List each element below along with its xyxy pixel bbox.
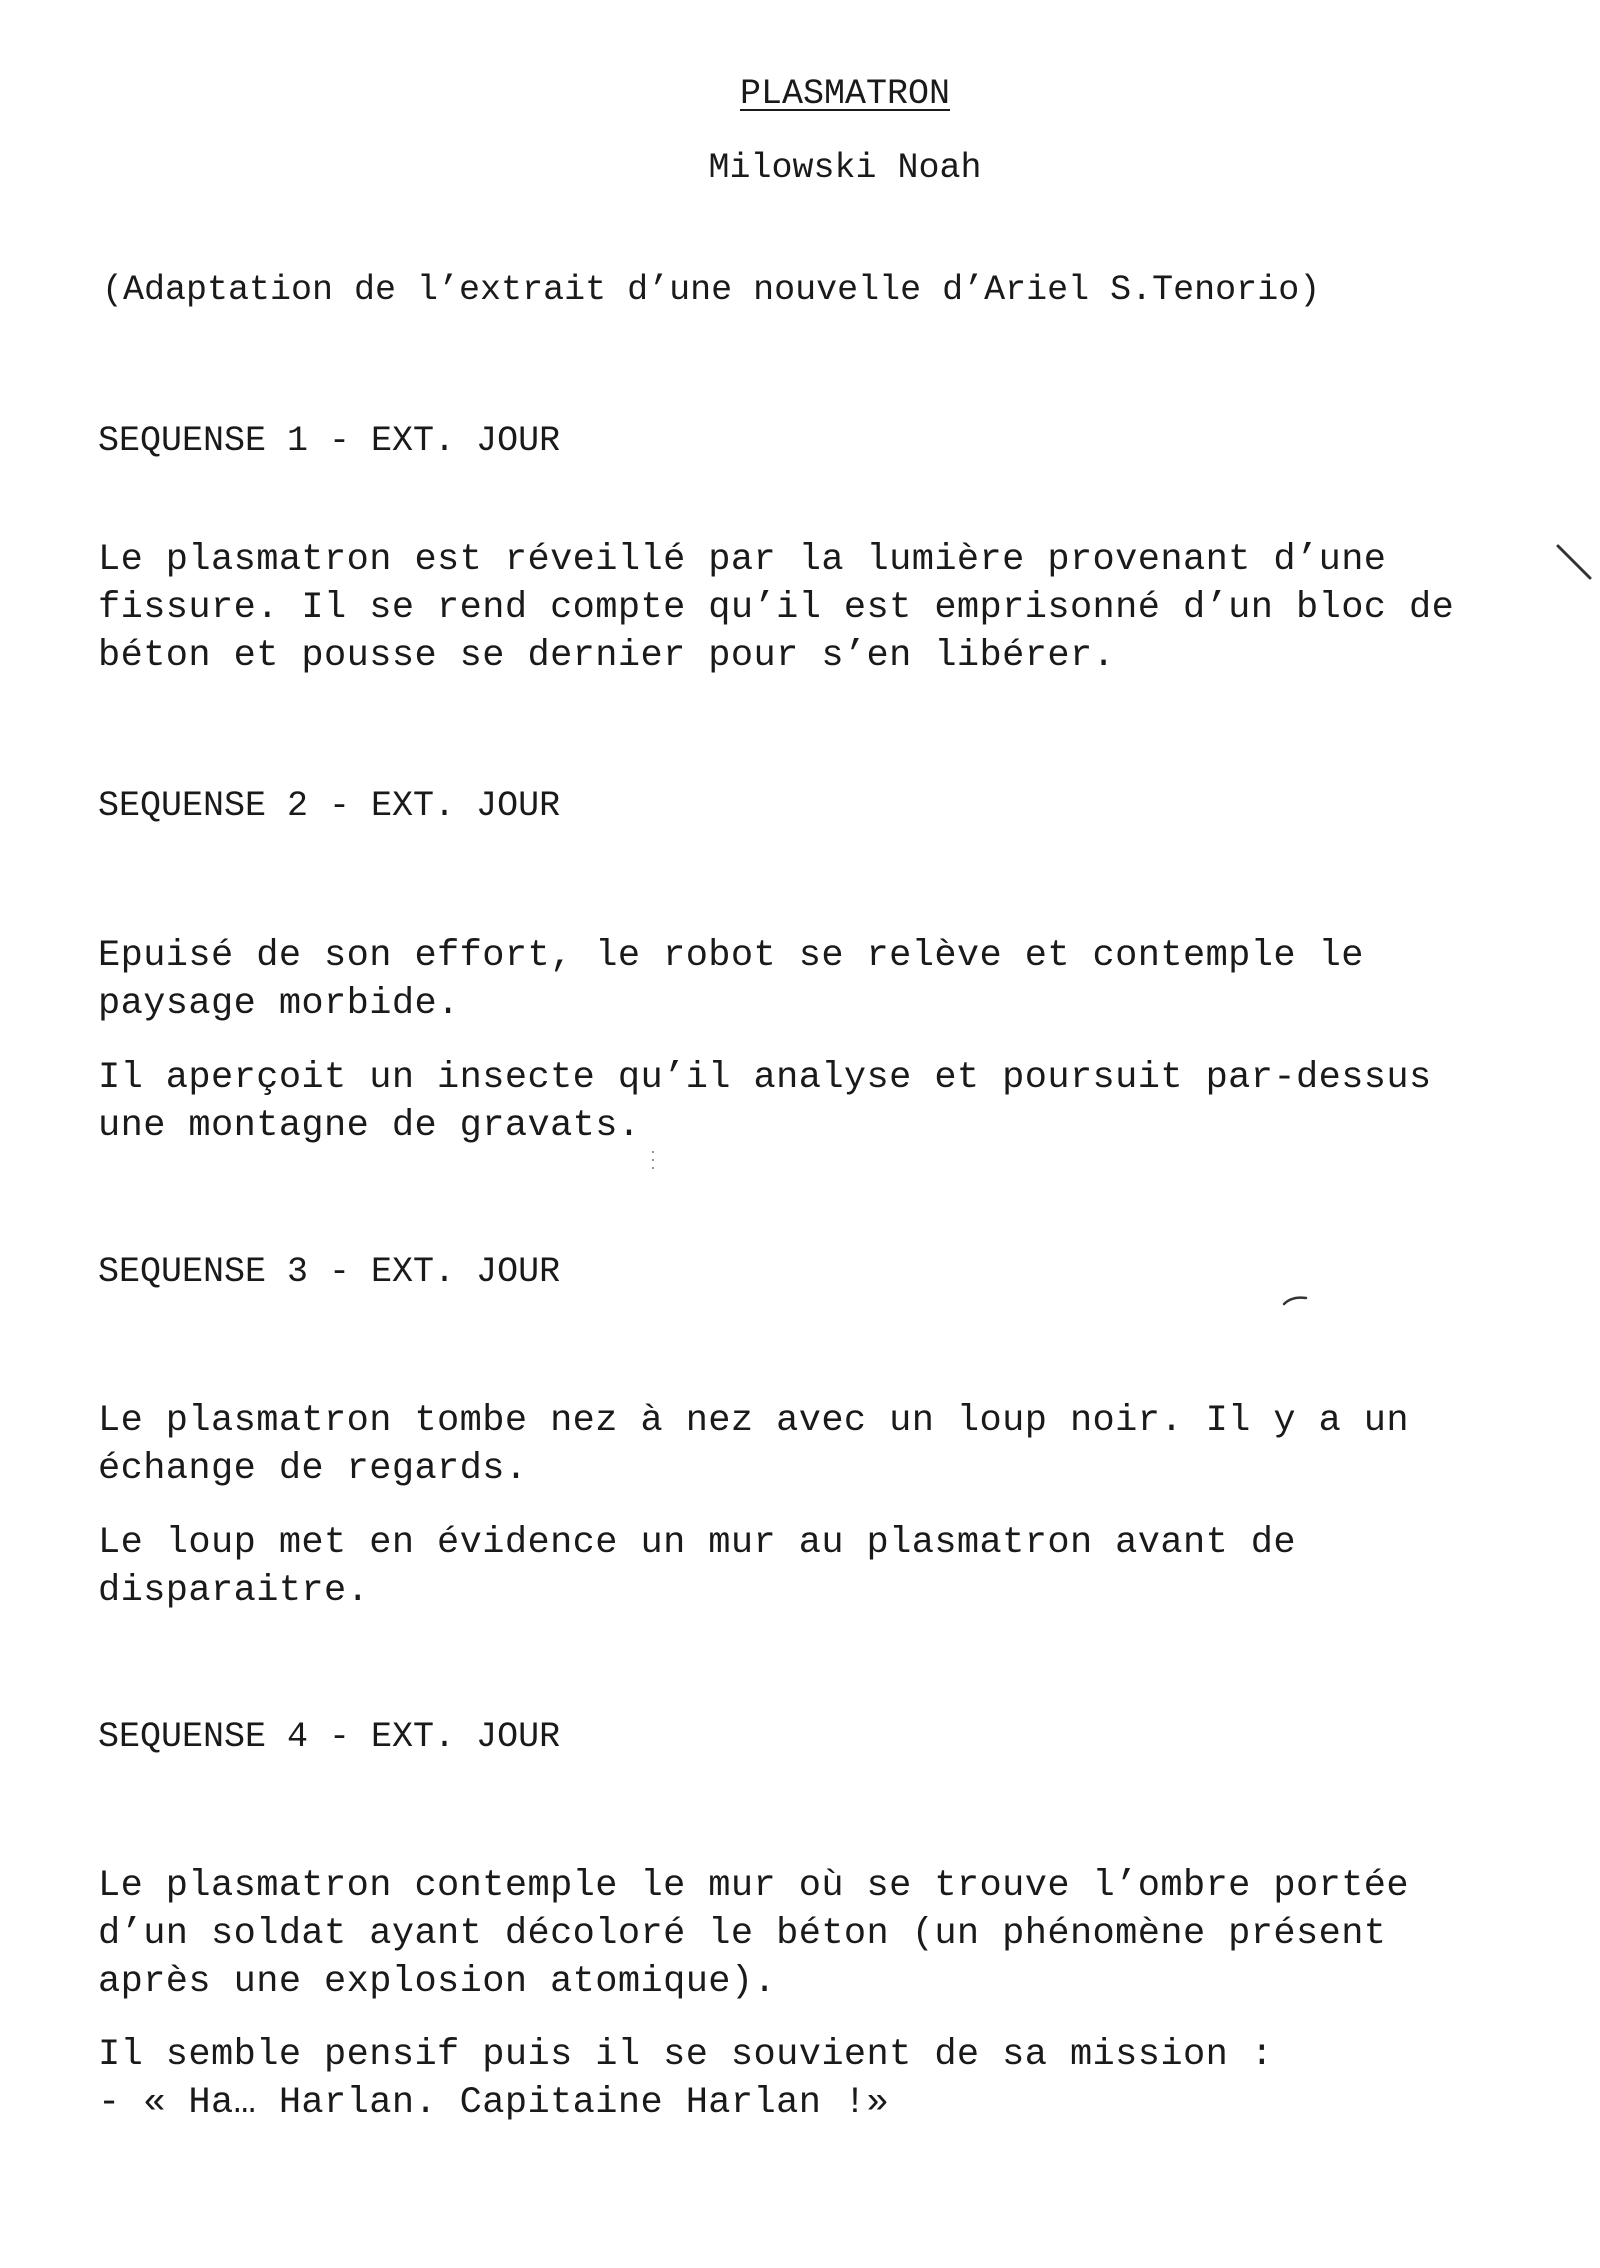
text-line: paysage morbide. (98, 983, 460, 1025)
sequence-2-paragraph-1 (98, 932, 1538, 1028)
stray-pen-mark (1550, 540, 1600, 590)
text-line: - « Ha… Harlan. Capitaine Harlan !» (98, 2082, 890, 2124)
sequence-4-paragraph-2 (98, 2031, 1538, 2127)
sequence-3-heading: SEQUENSE 3 - EXT. JOUR (98, 1252, 561, 1292)
sequence-4-paragraph-1 (98, 1862, 1538, 2006)
stray-pen-mark (1280, 1290, 1310, 1310)
text-line: Le plasmatron est réveillé par la lumière provenant d’une (98, 539, 1387, 581)
sequence-1-heading: SEQUENSE 1 - EXT. JOUR (98, 421, 561, 461)
scanner-speck (648, 1148, 658, 1178)
text-line: Il semble pensif puis il se souvient de sa mission : (98, 2034, 1274, 2076)
sequence-3-paragraph-2 (98, 1519, 1538, 1615)
text-line: béton et pousse se dernier pour s’en libérer. (98, 635, 1116, 677)
document-title: PLASMATRON (739, 74, 951, 114)
text-line: après une explosion atomique). (98, 1961, 777, 2003)
text-line: Il aperçoit un insecte qu’il analyse et poursuit par-dessus (98, 1057, 1432, 1099)
author-name: Milowski Noah (708, 148, 982, 188)
text-line: Epuisé de son effort, le robot se relève et contemple le (98, 935, 1364, 977)
sequence-2-paragraph-2 (98, 1054, 1538, 1150)
text-line: Le plasmatron tombe nez à nez avec un loup noir. Il y a un (98, 1400, 1410, 1442)
adaptation-note: (Adaptation de l’extrait d’une nouvelle d’Ariel S.Tenorio) (102, 270, 1321, 310)
text-line: Le loup met en évidence un mur au plasmatron avant de (98, 1522, 1296, 1564)
text-line: d’un soldat ayant décoloré le béton (un phénomène présent (98, 1913, 1387, 1955)
sequence-4-heading: SEQUENSE 4 - EXT. JOUR (98, 1717, 561, 1757)
sequence-2-heading: SEQUENSE 2 - EXT. JOUR (98, 786, 561, 826)
text-line: disparaitre. (98, 1570, 370, 1612)
sequence-1-paragraph-1 (98, 536, 1538, 680)
text-line: fissure. Il se rend compte qu’il est emprisonné d’un bloc de (98, 587, 1455, 629)
text-line: Le plasmatron contemple le mur où se trouve l’ombre portée (98, 1865, 1410, 1907)
text-line: échange de regards. (98, 1448, 528, 1490)
sequence-3-paragraph-1 (98, 1397, 1538, 1493)
text-line: une montagne de gravats. (98, 1105, 641, 1147)
